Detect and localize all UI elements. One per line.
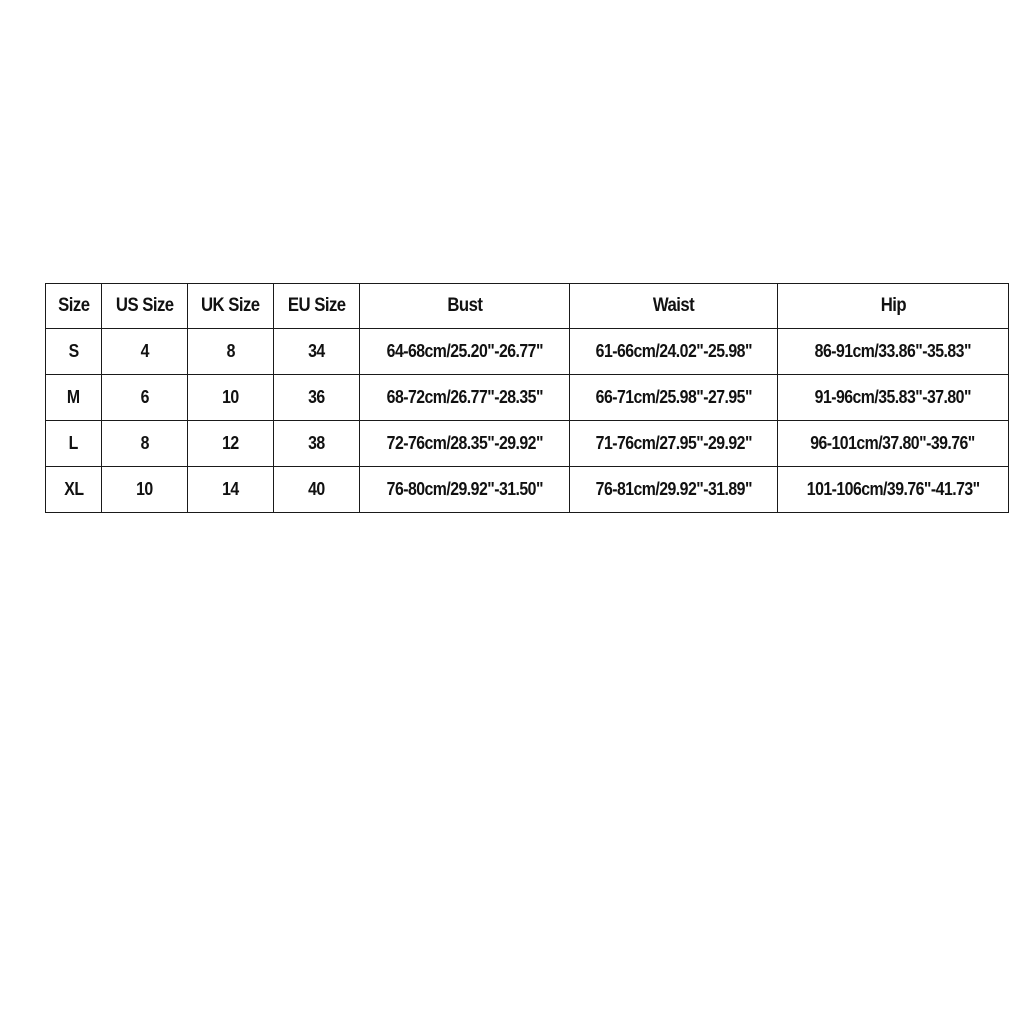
- table-row: [46, 329, 1009, 375]
- cell-us-size: 6: [102, 375, 188, 421]
- cell-hip: 91-96cm/35.83"-37.80": [778, 375, 1009, 421]
- table-row: [46, 467, 1009, 513]
- cell-size: M: [46, 375, 102, 421]
- cell-waist: 61-66cm/24.02"-25.98": [570, 329, 778, 375]
- table-row: [46, 375, 1009, 421]
- header-waist: Waist: [570, 284, 778, 329]
- cell-uk-size: 12: [188, 421, 274, 467]
- cell-waist: 66-71cm/25.98"-27.95": [570, 375, 778, 421]
- size-chart-table: [45, 283, 1009, 513]
- size-chart-header: [46, 284, 1009, 329]
- size-chart-body: [46, 329, 1009, 513]
- cell-eu-size: 40: [274, 467, 360, 513]
- cell-uk-size: 10: [188, 375, 274, 421]
- header-row: [46, 284, 1009, 329]
- cell-size: S: [46, 329, 102, 375]
- cell-eu-size: 36: [274, 375, 360, 421]
- header-uk-size: UK Size: [188, 284, 274, 329]
- cell-bust: 64-68cm/25.20"-26.77": [360, 329, 570, 375]
- header-bust: Bust: [360, 284, 570, 329]
- cell-us-size: 10: [102, 467, 188, 513]
- header-eu-size: EU Size: [274, 284, 360, 329]
- cell-size: L: [46, 421, 102, 467]
- cell-eu-size: 34: [274, 329, 360, 375]
- cell-bust: 72-76cm/28.35"-29.92": [360, 421, 570, 467]
- cell-uk-size: 8: [188, 329, 274, 375]
- header-us-size: US Size: [102, 284, 188, 329]
- header-size: Size: [46, 284, 102, 329]
- cell-bust: 68-72cm/26.77"-28.35": [360, 375, 570, 421]
- cell-size: XL: [46, 467, 102, 513]
- cell-uk-size: 14: [188, 467, 274, 513]
- cell-eu-size: 38: [274, 421, 360, 467]
- cell-bust: 76-80cm/29.92"-31.50": [360, 467, 570, 513]
- table-row: [46, 421, 1009, 467]
- cell-hip: 96-101cm/37.80"-39.76": [778, 421, 1009, 467]
- cell-us-size: 4: [102, 329, 188, 375]
- cell-waist: 76-81cm/29.92"-31.89": [570, 467, 778, 513]
- cell-hip: 101-106cm/39.76"-41.73": [778, 467, 1009, 513]
- header-hip: Hip: [778, 284, 1009, 329]
- cell-hip: 86-91cm/33.86"-35.83": [778, 329, 1009, 375]
- cell-waist: 71-76cm/27.95"-29.92": [570, 421, 778, 467]
- cell-us-size: 8: [102, 421, 188, 467]
